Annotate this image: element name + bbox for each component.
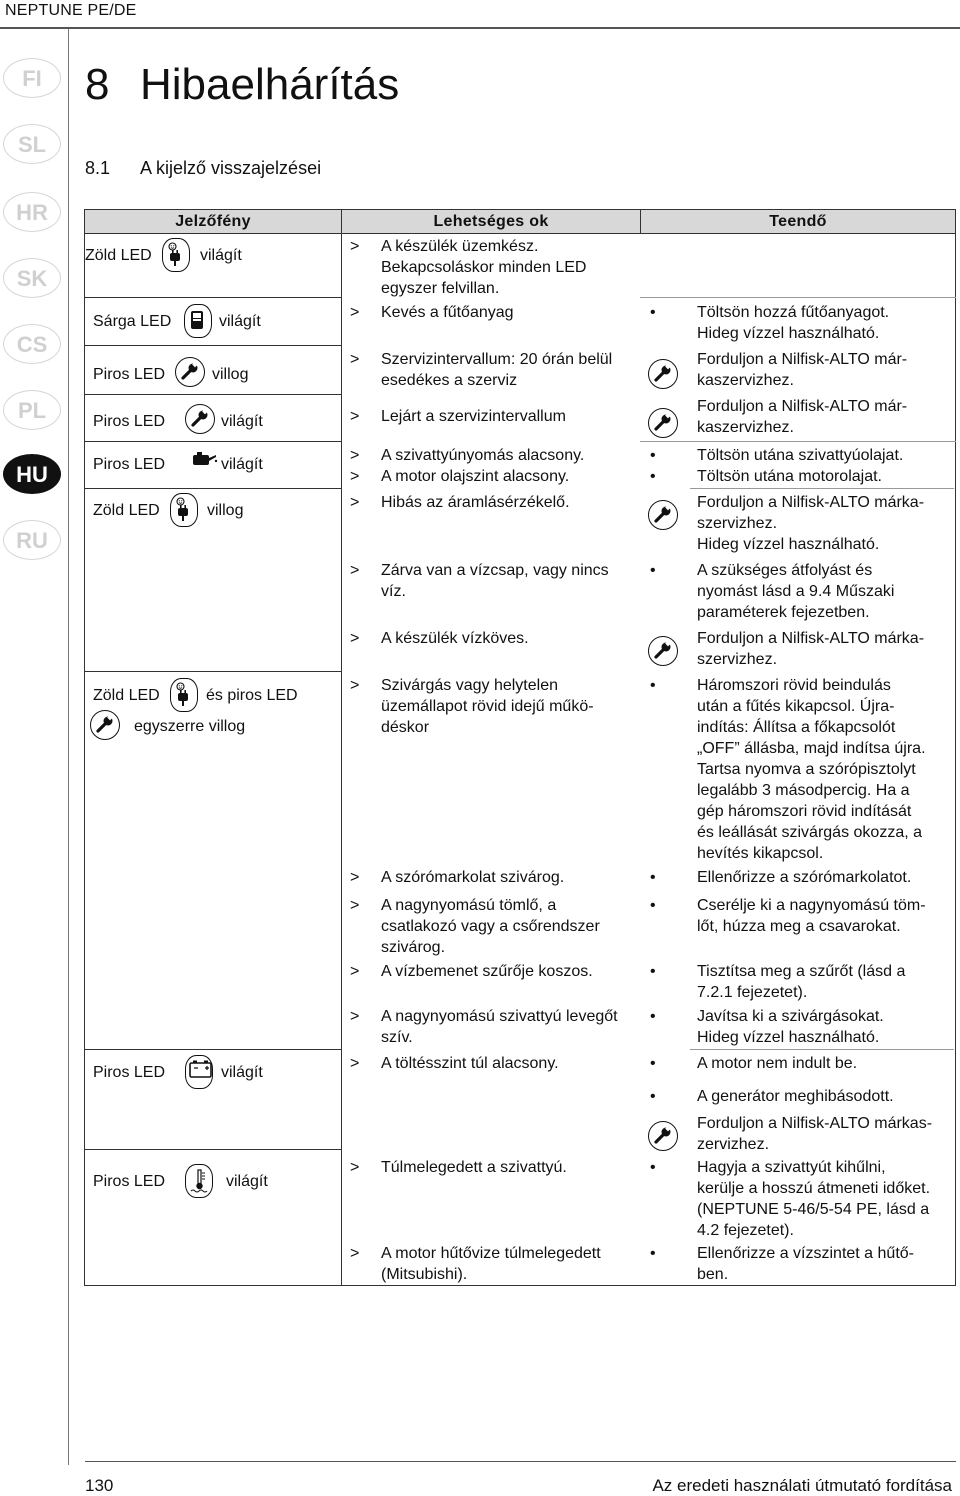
cause-text: Lejárt a szervizintervallum (381, 408, 566, 425)
cause-marker: > (350, 408, 360, 425)
section-number: 8.1 (85, 158, 111, 178)
led-state: és piros LED (206, 687, 298, 704)
action-text: paraméterek fejezetben. (697, 604, 870, 621)
action-text: Tisztítsa meg a szűrőt (lásd a (697, 963, 906, 980)
row-divider (85, 441, 341, 442)
page-number: 130 (85, 1476, 114, 1495)
language-tab-fi[interactable]: FI (3, 58, 61, 98)
action-text: gép háromszori rövid indítását (697, 803, 912, 820)
led-label: Piros LED (93, 1173, 166, 1190)
cause-text: egyszer felvillan. (381, 280, 500, 297)
plug-smiley-icon (162, 238, 190, 272)
cause-marker: > (350, 304, 360, 321)
row-divider (690, 488, 954, 489)
action-text: Javítsa ki a szivárgásokat. (697, 1008, 884, 1025)
column-divider (341, 210, 342, 1285)
row-divider (85, 671, 341, 672)
cause-text: A készülék üzemkész. (381, 238, 539, 255)
row-divider (85, 488, 341, 489)
wrench-icon (648, 408, 678, 438)
action-bullet: • (650, 1159, 656, 1176)
cause-text: Szivárgás vagy helytelen (381, 677, 558, 694)
action-bullet: • (650, 1088, 656, 1105)
action-text: lőt, húzza meg a csavarokat. (697, 918, 901, 935)
action-bullet: • (650, 677, 656, 694)
row-divider (85, 1149, 341, 1150)
cause-marker: > (350, 963, 360, 980)
led-label: Piros LED (93, 456, 166, 473)
row-divider (690, 1049, 954, 1050)
action-text: indítás: Állítsa a főkapcsolót (697, 719, 896, 736)
cause-marker: > (350, 494, 360, 511)
action-text: Töltsön hozzá fűtőanyagot. (697, 304, 890, 321)
cause-marker: > (350, 1245, 360, 1262)
action-text: A szükséges átfolyást és (697, 562, 873, 579)
plug-smiley-icon (170, 493, 198, 527)
cause-text: A töltésszint túl alacsony. (381, 1055, 559, 1072)
oil-can-icon (185, 447, 219, 473)
cause-text: déskor (381, 719, 430, 736)
led-label: Zöld LED (93, 502, 160, 519)
led-state-extra: egyszerre villog (134, 718, 246, 735)
action-text: zervizhez. (697, 1136, 770, 1153)
cause-text: víz. (381, 583, 406, 600)
plug-smiley-icon (170, 678, 198, 712)
action-text: után a fűtés kikapcsol. Újra- (697, 698, 895, 715)
cause-marker: > (350, 1008, 360, 1025)
chapter-number: 8 (85, 60, 110, 109)
cause-marker: > (350, 447, 360, 464)
cause-text: A szórómarkolat szivárog. (381, 869, 565, 886)
action-text: Forduljon a Nilfisk-ALTO már- (697, 351, 908, 368)
cause-text: csatlakozó vagy a csőrendszer (381, 918, 600, 935)
document-header-product: NEPTUNE PE/DE (5, 2, 137, 19)
action-text: Hideg vízzel használható. (697, 536, 880, 553)
table-header-action: Teendő (769, 213, 827, 230)
row-divider (85, 394, 341, 395)
led-label: Zöld LED (93, 687, 160, 704)
led-state: világít (221, 413, 263, 430)
cause-marker: > (350, 562, 360, 579)
led-state: világít (200, 247, 242, 264)
cause-text: A motor olajszint alacsony. (381, 468, 570, 485)
action-text: A motor nem indult be. (697, 1055, 858, 1072)
action-text: Ellenőrizze a vízszintet a hűtő- (697, 1245, 914, 1262)
header-column-divider (640, 210, 641, 233)
action-text: „OFF” állásba, majd indítsa újra. (697, 740, 926, 757)
cause-marker: > (350, 1055, 360, 1072)
action-bullet: • (650, 562, 656, 579)
led-label: Zöld LED (85, 247, 152, 264)
wrench-icon (648, 1121, 678, 1151)
action-bullet: • (650, 304, 656, 321)
led-label: Piros LED (93, 1064, 166, 1081)
section-title: A kijelző visszajelzései (140, 158, 322, 178)
language-tab-ru[interactable]: RU (3, 520, 61, 560)
cause-marker: > (350, 630, 360, 647)
cause-marker: > (350, 869, 360, 886)
language-tab-pl[interactable]: PL (3, 390, 61, 430)
header-rule (0, 27, 960, 29)
action-text: Cserélje ki a nagynyomású töm- (697, 897, 926, 914)
led-state: világít (226, 1173, 268, 1190)
action-text: Forduljon a Nilfisk-ALTO márka- (697, 630, 925, 647)
action-bullet: • (650, 468, 656, 485)
action-text: Hideg vízzel használható. (697, 1029, 880, 1046)
cause-text: Zárva van a vízcsap, vagy nincs (381, 562, 609, 579)
chapter-title: Hibaelhárítás (140, 60, 400, 109)
language-tab-hu[interactable]: HU (3, 454, 61, 494)
action-text: és leállását szivárgás okozza, a (697, 824, 922, 841)
action-text: Háromszori rövid beindulás (697, 677, 891, 694)
led-state: villog (212, 366, 249, 383)
action-text: kerülje a hosszú átmeneti időket. (697, 1180, 931, 1197)
cause-text: üzemállapot rövid idejű műkö- (381, 698, 594, 715)
thermometer-icon (185, 1164, 213, 1198)
footer-rule (85, 1461, 956, 1462)
footer-title: Az eredeti használati útmutató fordítása (652, 1476, 952, 1495)
row-divider (85, 297, 341, 298)
led-state: villog (207, 502, 244, 519)
cause-marker: > (350, 468, 360, 485)
row-divider (85, 1049, 341, 1050)
action-text: Töltsön utána motorolajat. (697, 468, 882, 485)
wrench-icon (90, 710, 120, 740)
cause-text: Szervizintervallum: 20 órán belül (381, 351, 613, 368)
cause-text: szív. (381, 1029, 413, 1046)
cause-marker: > (350, 1159, 360, 1176)
table-header-indicator: Jelzőfény (175, 213, 251, 230)
language-tab-cs[interactable]: CS (3, 324, 61, 364)
action-bullet: • (650, 897, 656, 914)
action-text: 7.2.1 fejezetet). (697, 984, 808, 1001)
action-text: szervizhez. (697, 515, 778, 532)
action-text: Hideg vízzel használható. (697, 325, 880, 342)
language-tab-hr[interactable]: HR (3, 192, 61, 232)
cause-text: Hibás az áramlásérzékelő. (381, 494, 570, 511)
led-label: Piros LED (93, 413, 166, 430)
action-text: Forduljon a Nilfisk-ALTO már- (697, 398, 908, 415)
action-text: Forduljon a Nilfisk-ALTO márka- (697, 494, 925, 511)
action-text: Hagyja a szivattyút kihűlni, (697, 1159, 886, 1176)
row-divider (640, 441, 956, 442)
wrench-icon (175, 357, 205, 387)
action-text: A generátor meghibásodott. (697, 1088, 894, 1105)
cause-text: A nagynyomású szivattyú levegőt (381, 1008, 618, 1025)
action-bullet: • (650, 963, 656, 980)
cause-text: Kevés a fűtőanyag (381, 304, 514, 321)
action-text: Tartsa nyomva a szórópisztolyt (697, 761, 916, 778)
action-text: ben. (697, 1266, 729, 1283)
row-divider (640, 297, 956, 298)
action-text: legalább 3 másodpercig. Ha a (697, 782, 910, 799)
action-text: nyomást lásd a 9.4 Műszaki (697, 583, 895, 600)
action-text: Ellenőrizze a szórómarkolatot. (697, 869, 912, 886)
wrench-icon (648, 500, 678, 530)
cause-marker: > (350, 351, 360, 368)
cause-text: (Mitsubishi). (381, 1266, 468, 1283)
action-bullet: • (650, 447, 656, 464)
table-header-cause: Lehetséges ok (433, 213, 549, 230)
margin-rule (68, 29, 69, 1465)
language-tab-sl[interactable]: SL (3, 124, 61, 164)
wrench-icon (648, 636, 678, 666)
cause-text: A készülék vízköves. (381, 630, 529, 647)
action-text: Töltsön utána szivattyúolajat. (697, 447, 904, 464)
cause-text: esedékes a szerviz (381, 372, 518, 389)
language-tab-sk[interactable]: SK (3, 258, 61, 298)
led-state: világít (219, 313, 261, 330)
led-state: világít (221, 456, 263, 473)
battery-icon (185, 1055, 213, 1089)
fuel-can-icon (184, 304, 212, 338)
action-text: hevítés kikapcsol. (697, 845, 824, 862)
action-bullet: • (650, 1055, 656, 1072)
cause-text: A vízbemenet szűrője koszos. (381, 963, 593, 980)
cause-marker: > (350, 677, 360, 694)
action-text: Forduljon a Nilfisk-ALTO márkas- (697, 1115, 933, 1132)
action-text: szervizhez. (697, 651, 778, 668)
action-text: 4.2 fejezetet). (697, 1222, 794, 1239)
cause-text: A szivattyúnyomás alacsony. (381, 447, 585, 464)
action-bullet: • (650, 1245, 656, 1262)
cause-text: A motor hűtővize túlmelegedett (381, 1245, 601, 1262)
row-divider (85, 345, 341, 346)
action-bullet: • (650, 869, 656, 886)
wrench-icon (185, 404, 215, 434)
cause-text: Bekapcsoláskor minden LED (381, 259, 587, 276)
cause-text: A nagynyomású tömlő, a (381, 897, 557, 914)
action-text: kaszervizhez. (697, 372, 794, 389)
led-label: Piros LED (93, 366, 166, 383)
action-bullet: • (650, 1008, 656, 1025)
led-state: világít (221, 1064, 263, 1081)
cause-marker: > (350, 897, 360, 914)
wrench-icon (648, 359, 678, 389)
cause-marker: > (350, 238, 360, 255)
action-text: (NEPTUNE 5-46/5-54 PE, lásd a (697, 1201, 930, 1218)
cause-text: Túlmelegedett a szivattyú. (381, 1159, 567, 1176)
action-text: kaszervizhez. (697, 419, 794, 436)
led-label: Sárga LED (93, 313, 172, 330)
cause-text: szivárog. (381, 939, 446, 956)
